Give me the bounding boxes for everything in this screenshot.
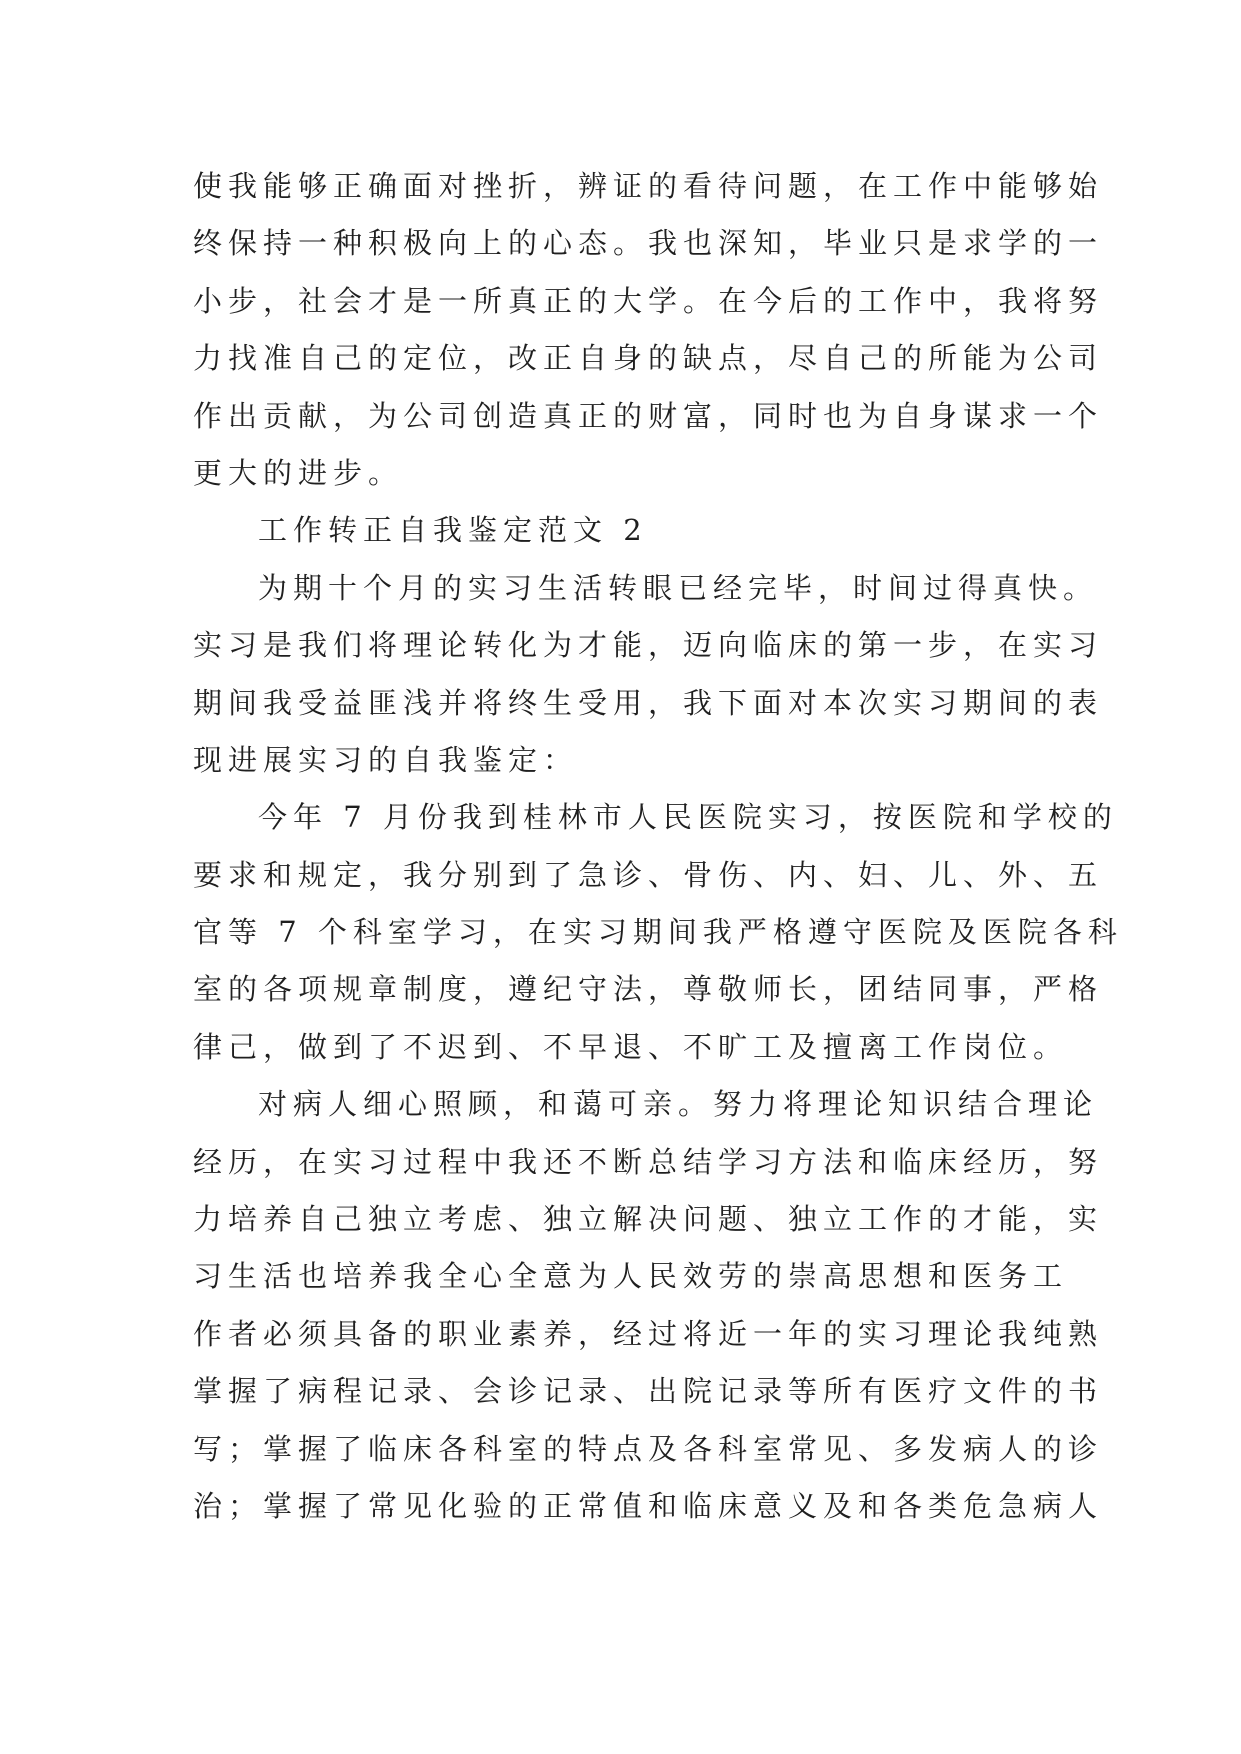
- text-line: 律己，做到了不迟到、不早退、不旷工及擅离工作岗位。: [193, 1029, 1069, 1064]
- text-line: 力找准自己的定位，改正自身的缺点，尽自己的所能为公司: [193, 341, 1104, 376]
- text-line: 更大的进步。: [193, 455, 404, 490]
- text-line: 治；掌握了常见化验的正常值和临床意义及和各类危急病人: [193, 1488, 1104, 1523]
- text-line: 对病人细心照顾，和蔼可亲。努力将理论知识结合理论: [258, 1087, 1099, 1122]
- text-line: 为期十个月的实习生活转眼已经完毕，时间过得真快。: [258, 570, 1099, 605]
- text-line: 作者必须具备的职业素养，经过将近一年的实习理论我纯熟: [193, 1316, 1104, 1351]
- text-line: 实习是我们将理论转化为才能，迈向临床的第一步，在实习: [193, 628, 1104, 663]
- text-line: 作出贡献，为公司创造真正的财富，同时也为自身谋求一个: [193, 398, 1104, 433]
- text-line: 现进展实习的自我鉴定：: [193, 742, 579, 777]
- text-line: 工作转正自我鉴定范文 2: [258, 513, 648, 548]
- text-line: 要求和规定，我分别到了急诊、骨伤、内、妇、儿、外、五: [193, 857, 1104, 892]
- document-body: [193, 158, 1123, 1535]
- text-line: 力培养自己独立考虑、独立解决问题、独立工作的才能，实: [193, 1202, 1104, 1237]
- text-line: 官等 7 个科室学习，在实习期间我严格遵守医院及医院各科: [193, 915, 1123, 950]
- text-line: 掌握了病程记录、会诊记录、出院记录等所有医疗文件的书: [193, 1374, 1104, 1409]
- text-line: 使我能够正确面对挫折，辨证的看待问题，在工作中能够始: [193, 169, 1104, 203]
- text-line: 写；掌握了临床各科室的特点及各科室常见、多发病人的诊: [193, 1431, 1104, 1466]
- text-line: 习生活也培养我全心全意为人民效劳的崇高思想和医务工: [193, 1259, 1069, 1294]
- text-line: 经历，在实习过程中我还不断总结学习方法和临床经历，努: [193, 1144, 1104, 1179]
- text-line: 今年 7 月份我到桂林市人民医院实习，按医院和学校的: [258, 800, 1118, 835]
- text-line: 室的各项规章制度，遵纪守法，尊敬师长，团结同事，严格: [193, 972, 1104, 1007]
- text-line: 期间我受益匪浅并将终生受用，我下面对本次实习期间的表: [193, 685, 1104, 720]
- text-line: 终保持一种积极向上的心态。我也深知，毕业只是求学的一: [193, 226, 1104, 261]
- text-line: 小步，社会才是一所真正的大学。在今后的工作中，我将努: [193, 283, 1104, 318]
